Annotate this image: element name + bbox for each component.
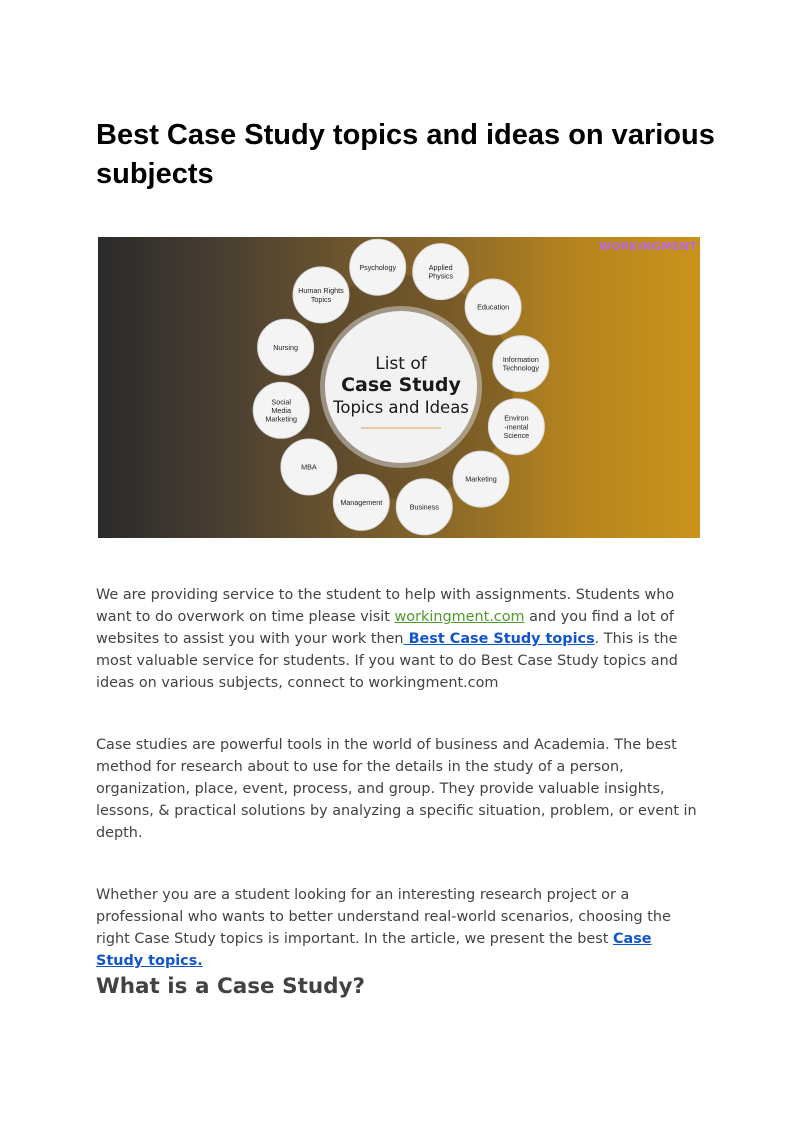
topic-petal [333, 474, 389, 530]
topic-label: Social [271, 397, 291, 407]
topic-petal [350, 239, 406, 295]
topic-label: -mental [504, 422, 529, 432]
topics-wheel-diagram [98, 237, 700, 538]
case-study-topics-link[interactable]: Case Study topics. [96, 931, 652, 969]
topic-label: Nursing [273, 342, 298, 352]
center-title-line: Case Study [341, 374, 461, 396]
topic-petal [281, 439, 337, 495]
center-title-line: List of [375, 354, 427, 374]
brand-logo [599, 240, 697, 253]
intro-text-part3: . This is the most valuable service for students. If you want to do Best Case Study topics and ideas on various subjects, connect to workingment.com [96, 631, 678, 691]
intro-paragraph [96, 584, 702, 694]
topic-label: Business [409, 502, 439, 512]
topic-petal [493, 336, 549, 392]
case-studies-paragraph: Case studies are powerful tools in the world of business and Academia. The best method for research about to use for the details in the study of a person, organization, place, event, process, and group. They provide valuable insights, lessons, & practical solutions by analyzing a specific situation, problem, or event in depth. [96, 737, 697, 841]
topic-petal [396, 479, 452, 535]
workingment-link[interactable]: workingment.com [394, 609, 525, 625]
topic-label: Technology [502, 363, 539, 373]
page-title: Best Case Study topics and ideas on various subjects [96, 119, 715, 190]
center-title-line: Topics and Ideas [333, 398, 469, 417]
section-heading-what-is-case-study: What is a Case Study? [96, 974, 366, 999]
topic-petal [258, 319, 314, 375]
topic-label: Science [503, 430, 530, 440]
topic-label: Information [502, 355, 539, 364]
topics-choice-text: Whether you are a student looking for an interesting research project or a professional who wants to better understand real-world scenarios, choosing the right Case Study topics is important. In the article, we present the best [96, 887, 671, 947]
best-case-study-topics-link[interactable]: Best Case Study topics [403, 631, 595, 647]
topic-label: Marketing [265, 414, 297, 424]
topic-petal [488, 399, 544, 455]
topic-label: Marketing [465, 474, 497, 484]
topic-petal [293, 267, 349, 323]
topic-petal [453, 451, 509, 507]
topic-label: Psychology [359, 262, 397, 272]
case-study-topics-infographic [98, 237, 700, 538]
topic-label: Media [271, 405, 291, 415]
topic-label: Applied [428, 262, 453, 272]
topics-choice-paragraph [96, 884, 702, 972]
topic-label: Physics [428, 271, 454, 281]
topic-label: Education [477, 302, 510, 312]
topic-petal [413, 244, 469, 300]
topic-label: Human Rights [298, 286, 344, 296]
topic-petal [253, 382, 309, 438]
topic-label: Management [340, 498, 383, 507]
brand-logo-text: WORKINGMENT [598, 240, 697, 253]
topic-label: Environ [504, 413, 529, 423]
intro-text-part2: and you find a lot of websites to assist you with your work then [96, 609, 674, 647]
intro-text-part1: We are providing service to the student to help with assignments. Students who want to do overwork on time please visit [96, 587, 675, 625]
topic-label: MBA [301, 462, 317, 472]
topic-petal [465, 279, 521, 335]
topic-label: Topics [310, 294, 332, 304]
